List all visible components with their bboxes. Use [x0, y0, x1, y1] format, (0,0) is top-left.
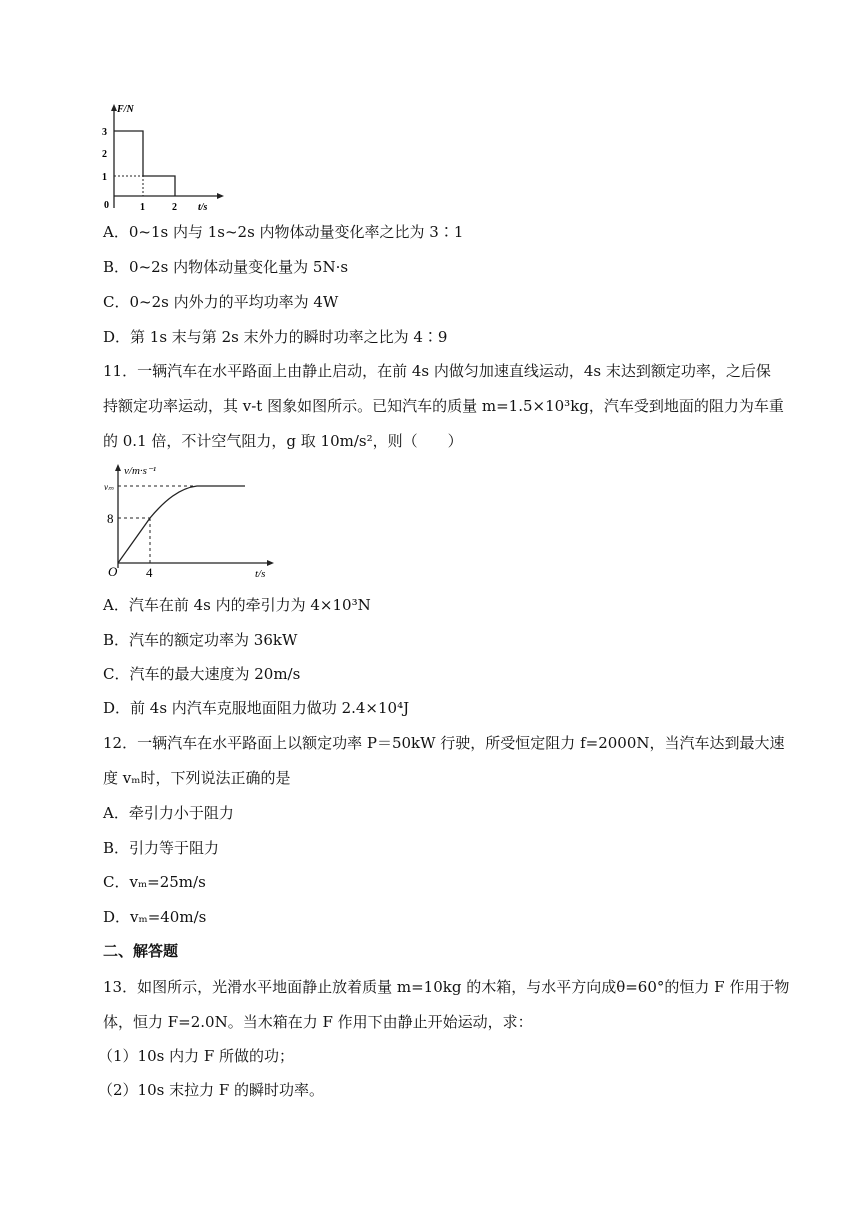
q11-option-b: B．汽车的额定功率为 36kW	[103, 631, 298, 649]
section-title: 二、解答题	[103, 942, 179, 960]
q13-sub-question-2: （2）10s 末拉力 F 的瞬时功率。	[98, 1081, 325, 1099]
vmax-label: vₘ	[104, 482, 114, 492]
y-axis-arrow	[115, 464, 121, 471]
velocity-curve	[118, 486, 245, 563]
q13-stem-line1: 13．如图所示，光滑水平地面静止放着质量 m=10kg 的木箱，与水平方向成θ=60°的恒力 F 作用于物	[103, 978, 790, 996]
x-tick-4: 4	[146, 565, 153, 580]
q13-sub-question-1: （1）10s 内力 F 所做的功；	[98, 1047, 295, 1065]
q11-velocity-time-graph	[100, 460, 280, 585]
q11-option-c: C．汽车的最大速度为 20m/s	[103, 665, 301, 683]
q12-option-a: A．牵引力小于阻力	[103, 804, 234, 822]
origin-label: O	[108, 564, 118, 579]
q11-option-a: A．汽车在前 4s 内的牵引力为 4×10³N	[103, 596, 371, 614]
y-tick-8: 8	[107, 511, 114, 526]
x-axis-arrow	[267, 560, 274, 566]
q11-stem-line1: 11．一辆汽车在水平路面上由静止启动，在前 4s 内做匀加速直线运动，4s 末达到额定功率，之后保	[103, 362, 771, 380]
x-tick-2: 2	[172, 202, 177, 213]
q11-option-d: D．前 4s 内汽车克服地面阻力做功 2.4×10⁴J	[103, 699, 410, 717]
q11-stem-line2: 持额定功率运动，其 v-t 图象如图所示。已知汽车的质量 m=1.5×10³kg，汽车受到地面的阻力为车重	[103, 397, 784, 415]
y-axis-label: F/N	[117, 104, 134, 115]
x-axis-label: t/s	[255, 568, 266, 580]
x-axis-label: t/s	[198, 202, 208, 213]
q12-option-b: B．引力等于阻力	[103, 839, 220, 857]
force-step-line	[114, 131, 175, 196]
q10-option-a: A．0~1s 内与 1s~2s 内物体动量变化率之比为 3∶1	[103, 223, 464, 241]
q12-option-c: C．vₘ=25m/s	[103, 873, 206, 891]
q10-option-b: B．0~2s 内物体动量变化量为 5N·s	[103, 258, 349, 276]
x-axis-arrow	[217, 193, 224, 199]
y-tick-2: 2	[102, 149, 107, 160]
q13-stem-line2: 体，恒力 F=2.0N。当木箱在力 F 作用下由静止开始运动，求：	[103, 1013, 533, 1031]
q12-stem-line2: 度 vₘ时，下列说法正确的是	[103, 769, 291, 787]
y-tick-1: 1	[102, 172, 107, 183]
q12-stem-line1: 12．一辆汽车在水平路面上以额定功率 P＝50kW 行驶，所受恒定阻力 f=2000N，当汽车达到最大速	[103, 734, 785, 752]
q10-option-c: C．0~2s 内外力的平均功率为 4W	[103, 293, 339, 311]
y-axis-label: v/m·s⁻¹	[124, 465, 157, 477]
x-tick-1: 1	[140, 202, 145, 213]
origin-label: 0	[104, 200, 109, 211]
q11-stem-line3: 的 0.1 倍，不计空气阻力，g 取 10m/s²，则（ ）	[103, 432, 463, 450]
y-tick-3: 3	[102, 127, 107, 138]
q10-force-time-graph	[100, 100, 230, 215]
q12-option-d: D．vₘ=40m/s	[103, 908, 207, 926]
q10-option-d: D．第 1s 末与第 2s 末外力的瞬时功率之比为 4∶9	[103, 328, 448, 346]
